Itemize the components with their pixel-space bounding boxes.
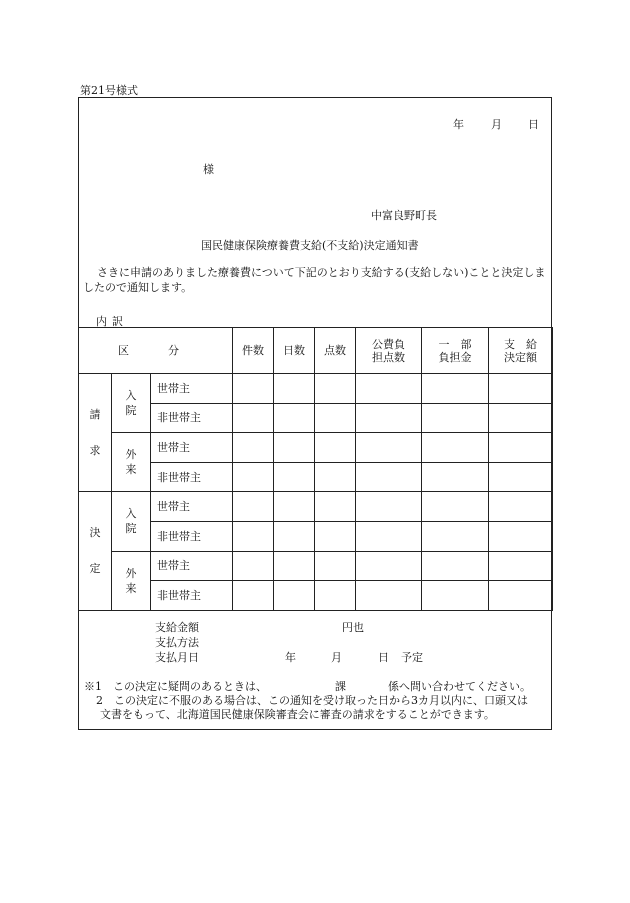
note-1-tail: 係へ問い合わせてください。 — [388, 680, 531, 693]
cell-days[interactable] — [274, 462, 315, 492]
payment-scheduled-label: 予定 — [401, 651, 423, 664]
cell-payment[interactable] — [489, 492, 553, 522]
cell-partial-burden[interactable] — [422, 581, 489, 611]
cell-partial-burden[interactable] — [422, 433, 489, 463]
cell-public-burden[interactable] — [356, 403, 422, 433]
cell-days[interactable] — [274, 521, 315, 551]
note-2-line1: この決定に不服のある場合は、この通知を受け取った日から3カ月以内に、口頭又は — [114, 694, 528, 707]
header-partial-burden: 一 部負担金 — [422, 328, 489, 374]
cell-days[interactable] — [274, 374, 315, 404]
header-points: 点数 — [315, 328, 356, 374]
payment-date-year: 年 — [285, 651, 296, 664]
cell-partial-burden[interactable] — [422, 403, 489, 433]
cell-payment[interactable] — [489, 551, 553, 581]
note-1 — [84, 680, 550, 694]
group-claim: 請求 — [79, 374, 112, 492]
table-row — [79, 374, 553, 404]
cell-public-burden[interactable] — [356, 462, 422, 492]
note-2 — [84, 694, 550, 708]
cell-public-burden[interactable] — [356, 433, 422, 463]
note-2-continuation: 文書をもって、北海道国民健康保険審査会に審査の請求をすることができます。 — [100, 708, 495, 721]
group-decision: 決定 — [79, 492, 112, 610]
cell-days[interactable] — [274, 581, 315, 611]
cell-points[interactable] — [315, 433, 356, 463]
row-type-non-head: 非世帯主 — [151, 403, 233, 433]
cell-payment[interactable] — [489, 403, 553, 433]
payment-date-day: 日 — [378, 651, 389, 664]
cell-days[interactable] — [274, 433, 315, 463]
cell-count[interactable] — [233, 551, 274, 581]
payment-amount-suffix: 円也 — [342, 621, 364, 634]
cell-count[interactable] — [233, 492, 274, 522]
cell-payment[interactable] — [489, 433, 553, 463]
cell-count[interactable] — [233, 462, 274, 492]
cell-partial-burden[interactable] — [422, 374, 489, 404]
cell-count[interactable] — [233, 521, 274, 551]
cell-partial-burden[interactable] — [422, 551, 489, 581]
cell-public-burden[interactable] — [356, 551, 422, 581]
cell-points[interactable] — [315, 492, 356, 522]
table-row — [79, 521, 553, 551]
table-row — [79, 581, 553, 611]
header-payment-amount: 支 給決定額 — [489, 328, 553, 374]
notice-frame — [78, 97, 552, 730]
table-row — [79, 492, 553, 522]
row-type-head: 世帯主 — [151, 492, 233, 522]
cell-payment[interactable] — [489, 581, 553, 611]
cell-points[interactable] — [315, 521, 356, 551]
table-row — [79, 462, 553, 492]
cell-points[interactable] — [315, 551, 356, 581]
breakdown-table — [78, 327, 553, 611]
header-count: 件数 — [233, 328, 274, 374]
note-1-dept: 課 — [335, 680, 346, 693]
date-day-label: 日 — [528, 118, 539, 131]
notice-body-text: さきに申請のありました療養費について下記のとおり支給する(支給しない)ことと決定しましたので通知します。 — [83, 266, 546, 294]
date-month-label: 月 — [491, 118, 502, 131]
table-row — [79, 433, 553, 463]
cell-public-burden[interactable] — [356, 521, 422, 551]
cell-public-burden[interactable] — [356, 492, 422, 522]
row-type-head: 世帯主 — [151, 374, 233, 404]
form-number: 第21号様式 — [80, 84, 138, 97]
row-type-non-head: 非世帯主 — [151, 462, 233, 492]
cell-partial-burden[interactable] — [422, 521, 489, 551]
row-type-head: 世帯主 — [151, 551, 233, 581]
document-title: 国民健康保険療養費支給(不支給)決定通知書 — [201, 239, 419, 252]
note-1-mark: ※1 — [84, 680, 102, 693]
cell-count[interactable] — [233, 433, 274, 463]
cell-count[interactable] — [233, 581, 274, 611]
issuer-name: 中富良野町長 — [371, 209, 437, 222]
row-type-head: 世帯主 — [151, 433, 233, 463]
subgroup-inpatient: 入院 — [112, 374, 151, 433]
table-header-row — [79, 328, 553, 374]
subgroup-outpatient: 外来 — [112, 433, 151, 492]
breakdown-label: 内訳 — [96, 315, 128, 328]
cell-points[interactable] — [315, 403, 356, 433]
subgroup-outpatient: 外来 — [112, 551, 151, 610]
note-1-text: この決定に疑問のあるときは、 — [113, 680, 267, 693]
cell-points[interactable] — [315, 581, 356, 611]
table-row — [79, 403, 553, 433]
subgroup-inpatient: 入院 — [112, 492, 151, 551]
row-type-non-head: 非世帯主 — [151, 581, 233, 611]
table-row — [79, 551, 553, 581]
date-year-label: 年 — [453, 118, 464, 131]
cell-count[interactable] — [233, 403, 274, 433]
cell-points[interactable] — [315, 374, 356, 404]
cell-partial-burden[interactable] — [422, 462, 489, 492]
header-public-burden-points: 公費負担点数 — [356, 328, 422, 374]
cell-payment[interactable] — [489, 521, 553, 551]
payment-date-month: 月 — [331, 651, 342, 664]
payment-method-label: 支払方法 — [155, 636, 199, 649]
cell-points[interactable] — [315, 462, 356, 492]
cell-public-burden[interactable] — [356, 374, 422, 404]
recipient-honorific: 様 — [203, 163, 214, 176]
cell-partial-burden[interactable] — [422, 492, 489, 522]
cell-days[interactable] — [274, 403, 315, 433]
notes-section — [84, 680, 550, 722]
cell-payment[interactable] — [489, 374, 553, 404]
cell-days[interactable] — [274, 551, 315, 581]
payment-date-label: 支払月日 — [155, 651, 199, 664]
header-days: 日数 — [274, 328, 315, 374]
payment-amount-label: 支給金額 — [155, 621, 199, 634]
cell-payment[interactable] — [489, 462, 553, 492]
cell-count[interactable] — [233, 374, 274, 404]
cell-public-burden[interactable] — [356, 581, 422, 611]
note-2-mark: 2 — [96, 694, 103, 707]
row-type-non-head: 非世帯主 — [151, 521, 233, 551]
header-category: 区 分 — [79, 328, 233, 374]
cell-days[interactable] — [274, 492, 315, 522]
